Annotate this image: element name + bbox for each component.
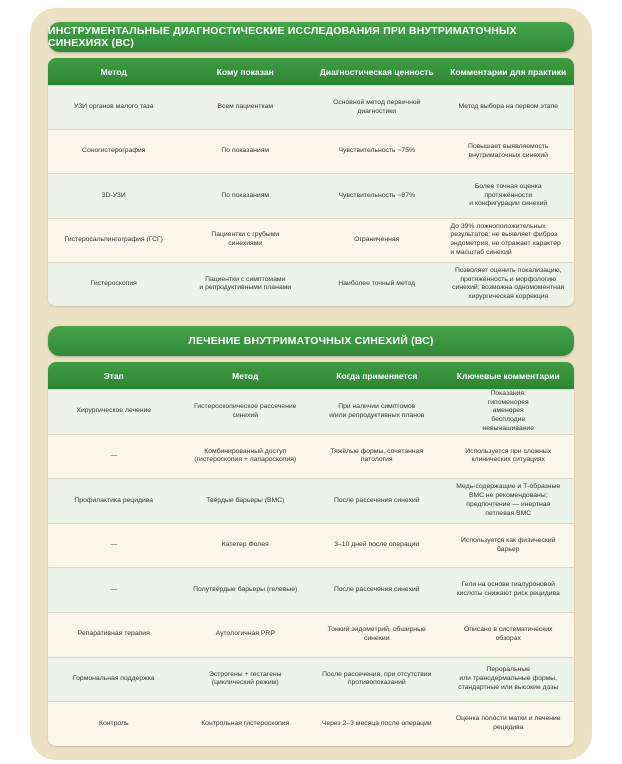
- table-cell: Аутологичная PRP: [215, 630, 275, 638]
- table-row: [48, 434, 574, 479]
- header-cell: Кому показан: [216, 66, 274, 77]
- header-cell: Комментарии для практики: [450, 66, 567, 77]
- table-cell: Пациентки с симптомами и репродуктивными планами: [199, 275, 292, 292]
- table-cell: Соногистерография: [82, 147, 146, 155]
- table-cell: Гистероскопическое рассечение синехий: [194, 402, 297, 419]
- table-cell: Используется при сложных клинических ситуациях: [465, 447, 552, 464]
- table-cell: Гормональная поддержка: [72, 674, 155, 682]
- table-cell: Контрольная гистероскопия: [201, 719, 290, 727]
- table-cell: Твёрдые барьеры (ВМС): [206, 496, 285, 504]
- header-cell: Метод: [232, 370, 259, 381]
- table-row: [48, 173, 574, 217]
- table-cell: Профилактика рецидива: [74, 496, 154, 504]
- table-cell: После рассечения синехий: [333, 585, 420, 593]
- table-row: [48, 657, 574, 702]
- table-cell: Хирургическое лечение: [76, 407, 152, 415]
- table-cell: По показаниям: [221, 191, 270, 199]
- header-cell: Ключевые комментарии: [456, 370, 560, 381]
- table-cell: Пероральные или трансдермальные формы, стандартные или высокие дозы: [458, 666, 559, 691]
- table-row: [48, 218, 574, 262]
- page-card: [30, 8, 592, 760]
- table-cell: Эстрогены + гестагены (циклический режим): [208, 670, 282, 687]
- table-cell: Метод выбора на первом этапе: [458, 103, 559, 111]
- table-cell: Гели на основе гиалуроновой кислоты снижают риск рецидива: [456, 581, 560, 598]
- table-cell: Оценка полости матки и лечение рецидива: [455, 715, 561, 731]
- table-cell: Повышает выявляемость внутриматочных синехий: [467, 142, 549, 159]
- table-cell: Позволяет оценить локализацию, протяжённость и морфологию синехий; возможна одномоментная хирургическая коррекция: [452, 266, 565, 301]
- table-cell: По показаниям: [221, 147, 270, 155]
- table-cell: До 39% ложноположительных результатов; не выявляет фиброз эндометрия, не отражает характер и масштаб синехий: [450, 222, 561, 256]
- table-cell: Тонкий эндометрий, обширные синехии: [327, 625, 426, 642]
- table-cell: Через 2–3 месяца после операции: [321, 719, 432, 727]
- table-cell: —: [110, 541, 118, 549]
- table-cell: Гистеросальпингография (ГСГ): [64, 235, 163, 243]
- section1-title: ИНСТРУМЕНТАЛЬНЫЕ ДИАГНОСТИЧЕСКИЕ ИССЛЕДОВАНИЯ ПРИ ВНУТРИМАТОЧНЫХ СИНЕХИЯХ (ВС): [48, 22, 574, 52]
- table-cell: 3–10 дней после операции: [334, 541, 420, 549]
- table-cell: При наличии симптомов и/или репродуктивных планов: [329, 402, 425, 419]
- table-cell: Наиболее точный метод: [338, 279, 416, 287]
- table-cell: Ограниченная: [354, 235, 400, 243]
- table-cell: 3D-УЗИ: [101, 191, 126, 199]
- table-row: [48, 701, 574, 746]
- table-row: [48, 612, 574, 657]
- table-cell: —: [110, 585, 118, 593]
- treatment-table: [48, 362, 574, 746]
- diagnostics-table: [48, 58, 574, 306]
- table-row: [48, 567, 574, 612]
- table-cell: Катетер Фолея: [221, 541, 269, 549]
- table-cell: Показания: гипоменорея аменорея бесплодие невынашивание: [482, 389, 534, 433]
- table-header: [48, 362, 574, 389]
- table-cell: Полутвёрдые барьеры (гелевые): [193, 585, 298, 593]
- table-header: [48, 58, 574, 85]
- table-cell: Используется как физический барьер: [461, 536, 556, 553]
- table-cell: Основной метод первичной диагностики: [333, 98, 421, 115]
- table-cell: Тяжёлые формы, сочетанная патология: [330, 447, 424, 464]
- table-cell: Чувствительность ~87%: [338, 191, 416, 199]
- table-cell: Пациентки с грубыми синехиями: [211, 231, 280, 248]
- table-row: [48, 523, 574, 568]
- table-cell: Медь-содержащие и Т-образные ВМС не рекомендованы; предпочтение — инертная петлевая ВМС: [456, 483, 561, 517]
- table-row: [48, 389, 574, 434]
- table-row: [48, 478, 574, 523]
- section2-title: ЛЕЧЕНИЕ ВНУТРИМАТОЧНЫХ СИНЕХИЙ (ВС): [48, 326, 574, 356]
- table-cell: Репаративная терапия: [77, 630, 150, 638]
- table-row: [48, 85, 574, 129]
- header-cell: Диагностическая ценность: [319, 66, 434, 77]
- table-cell: УЗИ органов малого таза: [73, 103, 154, 111]
- table-cell: Чувствительность ~75%: [338, 147, 416, 155]
- table-cell: Более точная оценка протяжённости и конфигурации синехий: [469, 182, 548, 208]
- table-cell: Гистероскопия: [90, 279, 137, 287]
- table-cell: Всем пациенткам: [217, 103, 274, 111]
- header-cell: Метод: [100, 66, 127, 77]
- header-cell: Этап: [103, 370, 124, 381]
- table-row: [48, 262, 574, 306]
- table-cell: Контроль: [98, 719, 129, 727]
- table-cell: Комбинированный доступ (гистероскопия + лапароскопия): [194, 447, 297, 464]
- table-row: [48, 129, 574, 173]
- table-cell: После рассечения, при отсутствии противопоказаний: [322, 670, 432, 687]
- header-cell: Когда применяется: [336, 370, 418, 381]
- table-cell: После рассечения синехий: [333, 496, 420, 504]
- table-cell: —: [110, 451, 118, 459]
- table-cell: Описано в систематических обзорах: [464, 625, 553, 642]
